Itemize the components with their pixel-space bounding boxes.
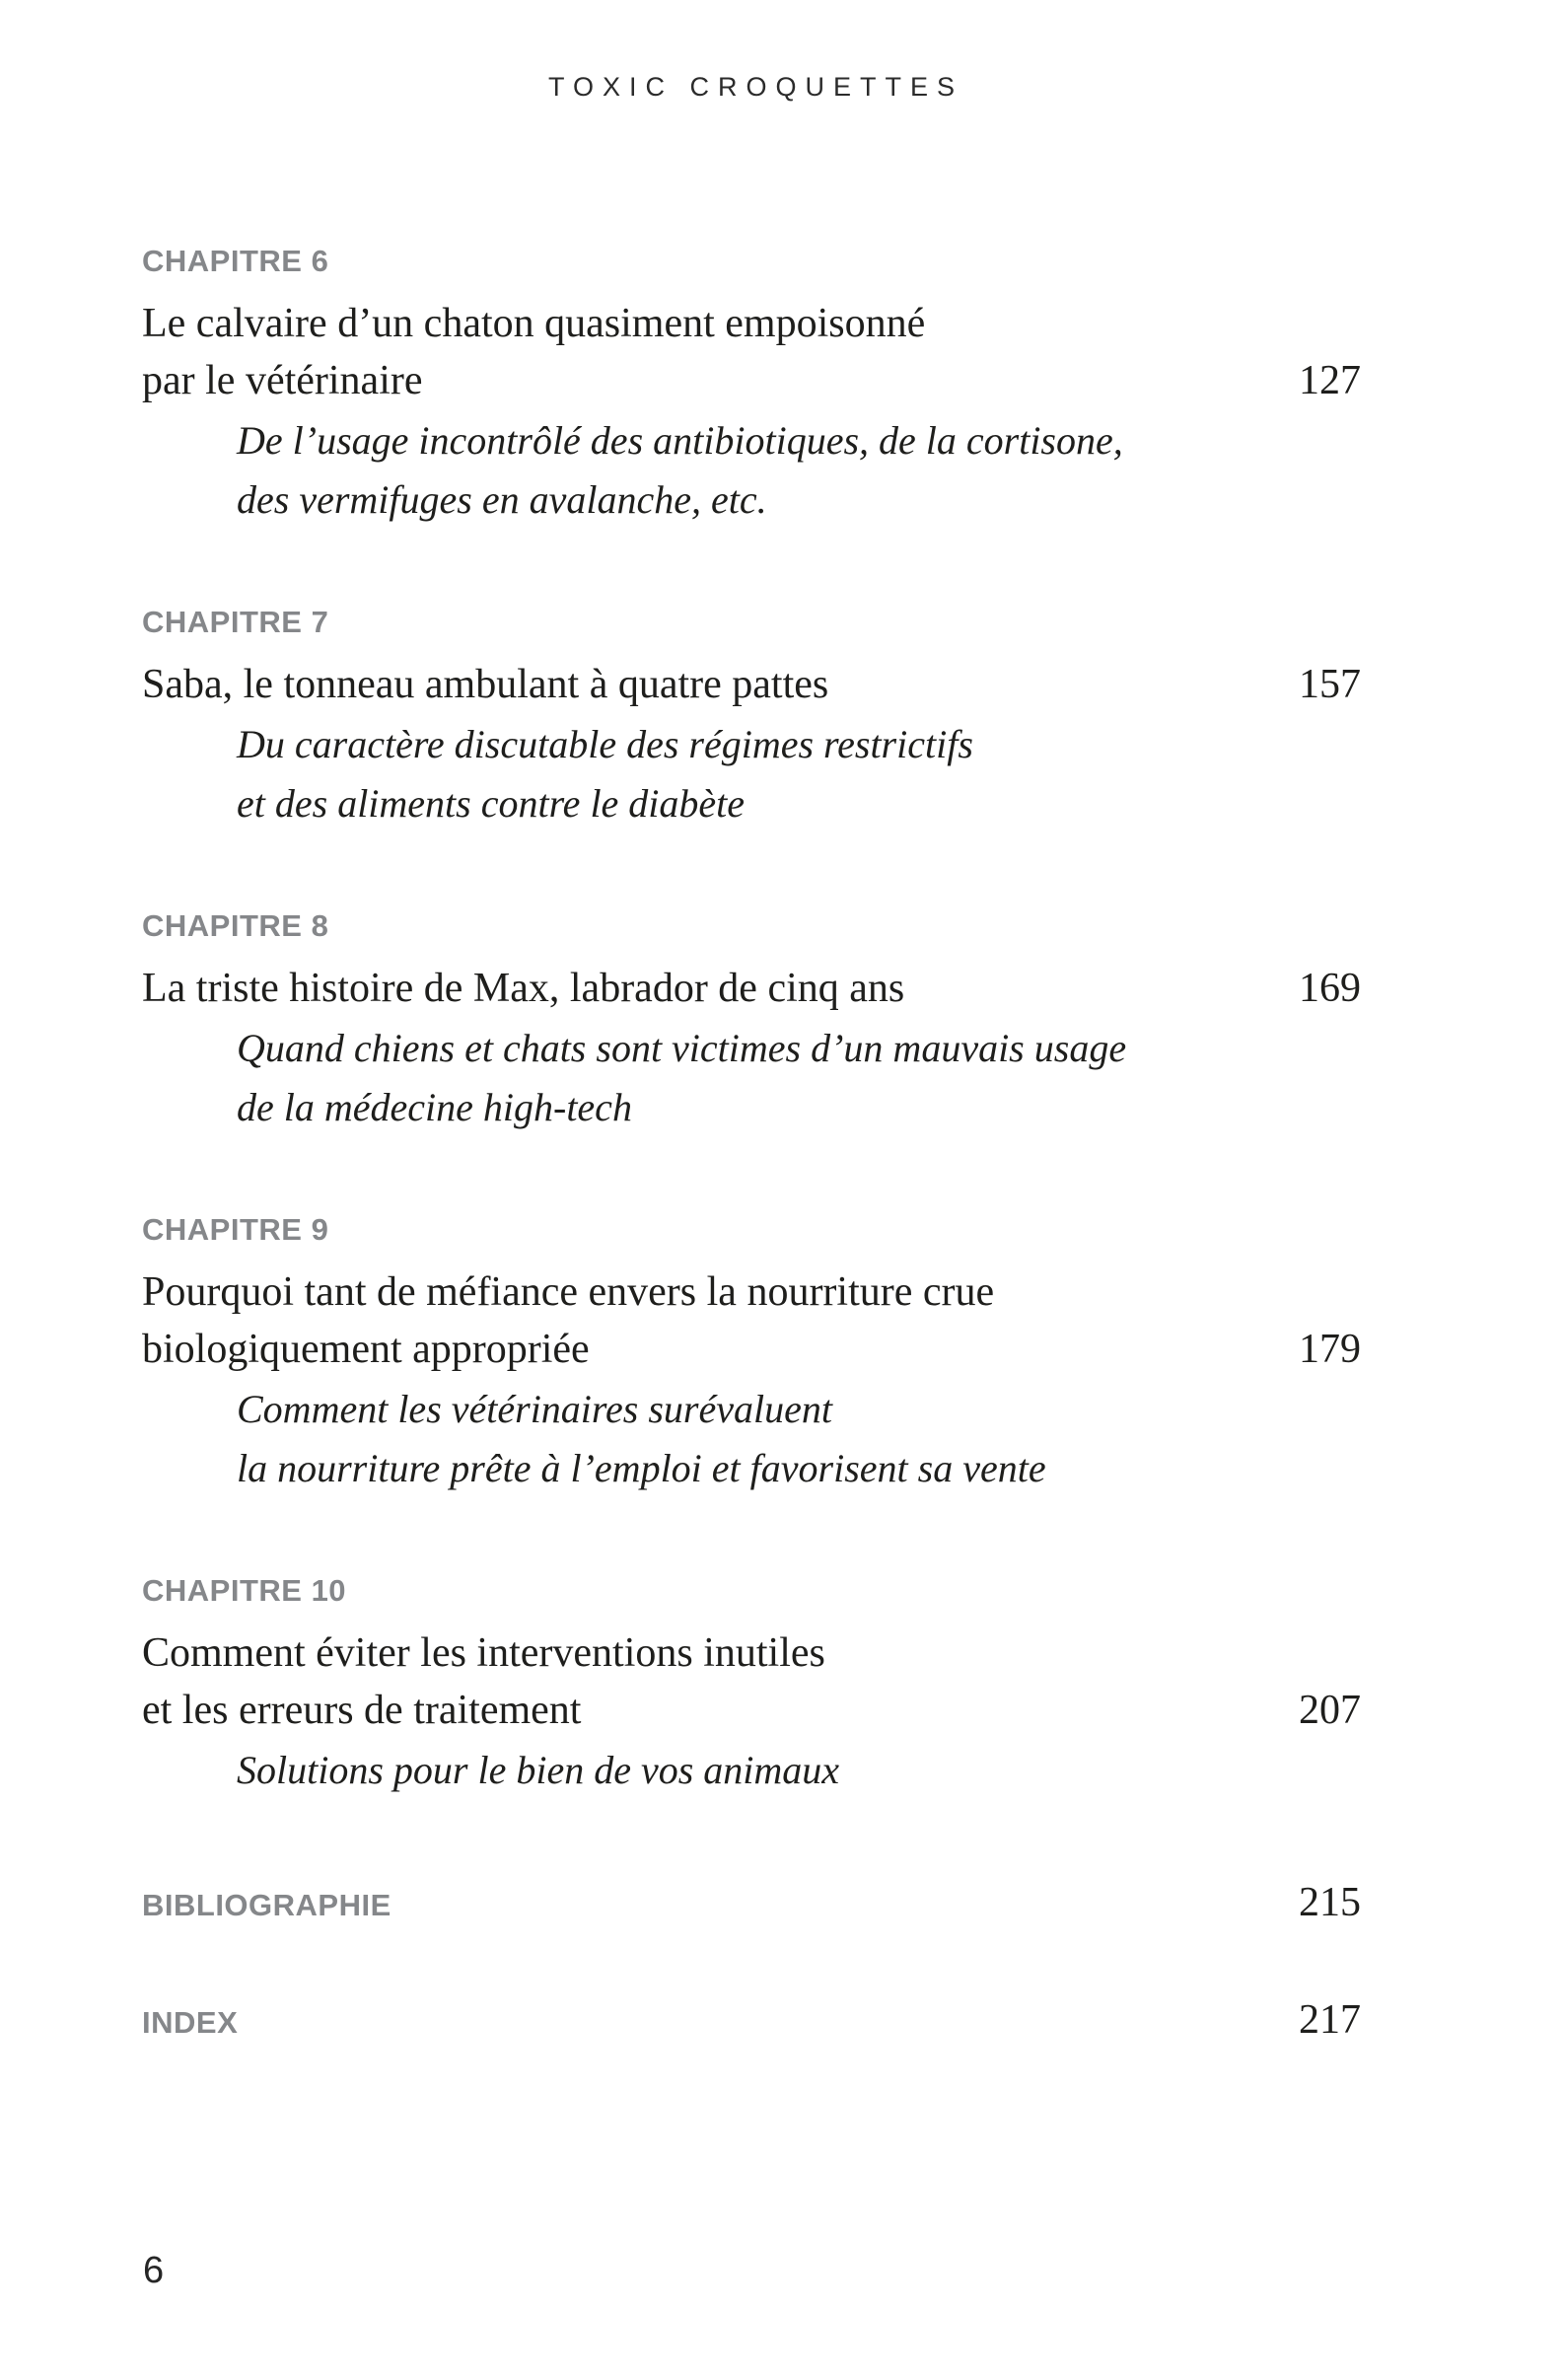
chapter-title-line	[142, 1321, 1361, 1378]
chapter-list	[142, 244, 1361, 1800]
chapter-label: CHAPITRE 8	[142, 908, 329, 943]
section-page-number: 215	[1299, 1880, 1361, 1925]
toc-chapter-entry	[142, 244, 1361, 530]
chapter-page-number: 207	[1299, 1688, 1361, 1733]
text-column	[142, 0, 1361, 2110]
chapter-title-line	[142, 960, 1361, 1017]
table-of-contents	[142, 244, 1361, 2051]
running-header: TOXIC CROQUETTES	[547, 72, 964, 102]
chapter-title	[142, 656, 1361, 713]
chapter-page-number: 127	[1299, 358, 1361, 403]
section-label: BIBLIOGRAPHIE	[142, 1888, 391, 1922]
chapter-title-line	[142, 1263, 1361, 1321]
chapter-page-number: 179	[1299, 1327, 1361, 1372]
chapter-title-text: Saba, le tonneau ambulant à quatre pattes	[142, 662, 829, 707]
chapter-title-line	[142, 295, 1361, 352]
chapter-title-line	[142, 352, 1361, 409]
toc-chapter-entry	[142, 1212, 1361, 1498]
toc-chapter-entry	[142, 1573, 1361, 1800]
chapter-subtitle	[237, 1380, 1361, 1498]
chapter-label: CHAPITRE 6	[142, 244, 329, 278]
toc-section-index	[142, 1992, 1361, 2051]
chapter-title-text: et les erreurs de traitement	[142, 1688, 582, 1733]
chapter-title-text: par le vétérinaire	[142, 358, 423, 403]
chapter-page-number: 157	[1299, 662, 1361, 707]
chapter-subtitle-line: des vermifuges en avalanche, etc.	[237, 477, 767, 522]
chapter-title-text: biologiquement appropriée	[142, 1327, 590, 1372]
chapter-title	[142, 960, 1361, 1017]
chapter-subtitle-line: la nourriture prête à l’emploi et favorisent sa vente	[237, 1446, 1046, 1490]
page-number-footer: 6	[143, 2250, 165, 2291]
chapter-title	[142, 1263, 1361, 1378]
chapter-subtitle	[237, 1019, 1361, 1137]
chapter-subtitle-line: et des aliments contre le diabète	[237, 781, 746, 826]
chapter-title-text: Le calvaire d’un chaton quasiment empoisonné	[142, 301, 926, 346]
section-page-number: 217	[1299, 1997, 1361, 2043]
chapter-subtitle-line: Du caractère discutable des régimes restrictifs	[237, 722, 973, 766]
chapter-label: CHAPITRE 9	[142, 1212, 329, 1247]
section-label: INDEX	[142, 2005, 239, 2040]
chapter-subtitle	[237, 1741, 1361, 1800]
toc-chapter-entry	[142, 605, 1361, 833]
chapter-subtitle-line: De l’usage incontrôlé des antibiotiques, de la cortisone,	[237, 418, 1123, 463]
chapter-subtitle-line: Comment les vétérinaires surévaluent	[237, 1387, 832, 1431]
chapter-title-text: La triste histoire de Max, labrador de cinq ans	[142, 966, 905, 1011]
chapter-title-line	[142, 656, 1361, 713]
chapter-subtitle-line: Quand chiens et chats sont victimes d’un mauvais usage	[237, 1026, 1127, 1070]
chapter-title-text: Pourquoi tant de méfiance envers la nourriture crue	[142, 1269, 995, 1315]
chapter-subtitle-line: de la médecine high-tech	[237, 1085, 632, 1129]
chapter-label: CHAPITRE 7	[142, 605, 329, 639]
chapter-label: CHAPITRE 10	[142, 1573, 347, 1608]
chapter-title	[142, 295, 1361, 409]
chapter-title-text: Comment éviter les interventions inutiles	[142, 1630, 825, 1676]
chapter-page-number: 169	[1299, 966, 1361, 1011]
chapter-subtitle	[237, 715, 1361, 833]
chapter-title-line	[142, 1682, 1361, 1739]
chapter-subtitle	[237, 411, 1361, 530]
toc-section-bibliographie	[142, 1875, 1361, 1933]
chapter-title-line	[142, 1624, 1361, 1682]
toc-chapter-entry	[142, 908, 1361, 1137]
chapter-subtitle-line: Solutions pour le bien de vos animaux	[237, 1748, 840, 1792]
chapter-title	[142, 1624, 1361, 1739]
